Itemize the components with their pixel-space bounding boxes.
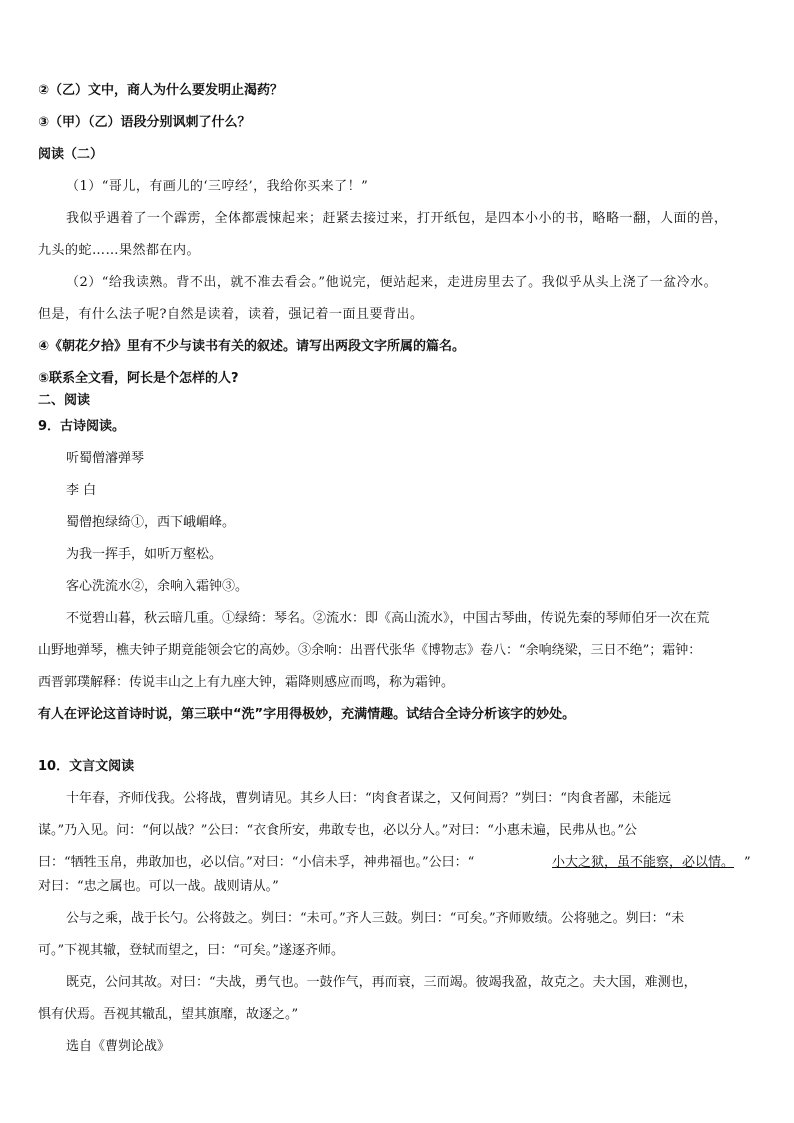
question-5: ⑤联系全文看，阿长是个怎样的人? bbox=[38, 371, 239, 386]
passage-1-line-2: 我似乎遇着了一个霹雳，全体都震悚起来；赶紧去接过来，打开纸包，是四本小小的书，略略一翻，人面的兽， bbox=[66, 211, 728, 226]
poem-title: 听蜀僧濬弹琴 bbox=[66, 451, 145, 466]
question-9: 9．古诗阅读。 bbox=[38, 419, 126, 434]
section-reading-2: 阅读（二） bbox=[38, 147, 104, 162]
classical-line-6: 可。”下视其辙，登轼而望之，曰：“可矣。”遂逐齐师。 bbox=[38, 943, 344, 958]
question-2: ②（乙）文中，商人为什么要发明止渴药？ bbox=[38, 83, 284, 98]
classical-line-4: 对曰：“忠之属也。可以一战。战则请从。” bbox=[38, 879, 279, 894]
classical-line-3a: 曰：“牺牲玉帛，弗敢加也，必以信。”对曰：“小信未孚，神弗福也。”公曰：“ bbox=[38, 855, 475, 870]
passage-2-line-1: （2）“给我读熟。背不出，就不准去看会。”他说完，便站起来，走进房里去了。我似乎从头上浇了一盆冷水。 bbox=[66, 275, 718, 290]
poem-line-4-notes: 不觉碧山暮，秋云暗几重。①绿绮：琴名。②流水：即《高山流水》，中国古琴曲，传说先秦的琴师伯牙一次在荒 bbox=[66, 611, 710, 626]
classical-line-1: 十年春，齐师伐我。公将战，曹刿请见。其乡人曰：“肉食者谋之，又何间焉？”刿曰：“肉食者鄙，未能远 bbox=[66, 791, 671, 806]
classical-source: 选自《曹刿论战》 bbox=[66, 1039, 171, 1054]
poem-line-2: 为我一挥手，如听万壑松。 bbox=[66, 547, 223, 562]
poem-notes-3: 西晋郭璞解释：传说丰山之上有九座大钟，霜降则感应而鸣，称为霜钟。 bbox=[38, 675, 455, 690]
question-10: 10．文言文阅读 bbox=[38, 759, 135, 774]
question-9-prompt: 有人在评论这首诗时说，第三联中“洗”字用得极妙，充满情趣。试结合全诗分析该字的妙处。 bbox=[38, 707, 576, 722]
passage-1-line-1: （1）“哥儿，有画儿的‘三哼经’，我给你买来了！” bbox=[66, 179, 369, 194]
classical-line-7: 既克，公问其故。对曰：“夫战，勇气也。一鼓作气，再而衰，三而竭。彼竭我盈，故克之。夫大国，难测也， bbox=[66, 975, 697, 990]
poem-author: 李 白 bbox=[66, 483, 97, 498]
poem-notes-2: 山野地弹琴，樵夫钟子期竟能领会它的高妙。③余响：出晋代张华《博物志》卷八：“余响绕梁，三日不绝”；霜钟： bbox=[38, 643, 702, 658]
classical-line-2: 谋。”乃入见。问：“何以战？”公曰：“衣食所安，弗敢专也，必以分人。”对曰：“小惠未遍，民弗从也。”公 bbox=[38, 823, 638, 838]
poem-line-3: 客心洗流水②，余响入霜钟③。 bbox=[66, 579, 249, 594]
question-3: ③（甲）（乙）语段分别讽刺了什么？ bbox=[38, 115, 251, 130]
passage-2-line-2: 但是，有什么法子呢?自然是读着，读着，强记着一面且要背出。 bbox=[38, 307, 424, 322]
passage-1-line-3: 九头的蛇……果然都在内。 bbox=[38, 243, 201, 258]
classical-line-5: 公与之乘，战于长勺。公将鼓之。刿曰：“未可。”齐人三鼓。刿曰：“可矣。”齐师败绩。公将驰之。刿曰：“未 bbox=[66, 911, 685, 926]
poem-line-1: 蜀僧抱绿绮①，西下峨嵋峰。 bbox=[66, 515, 236, 530]
classical-line-8: 惧有伏焉。吾视其辙乱，望其旗靡，故逐之。” bbox=[38, 1007, 299, 1022]
classical-line-3b: 小大之狱，虽不能察，必以情。 bbox=[552, 855, 735, 870]
classical-line-3c: ” bbox=[744, 855, 751, 870]
question-4: ④《朝花夕拾》里有不少与读书有关的叙述。请写出两段文字所属的篇名。 bbox=[38, 339, 466, 354]
section-2-reading: 二、阅读 bbox=[38, 393, 91, 408]
